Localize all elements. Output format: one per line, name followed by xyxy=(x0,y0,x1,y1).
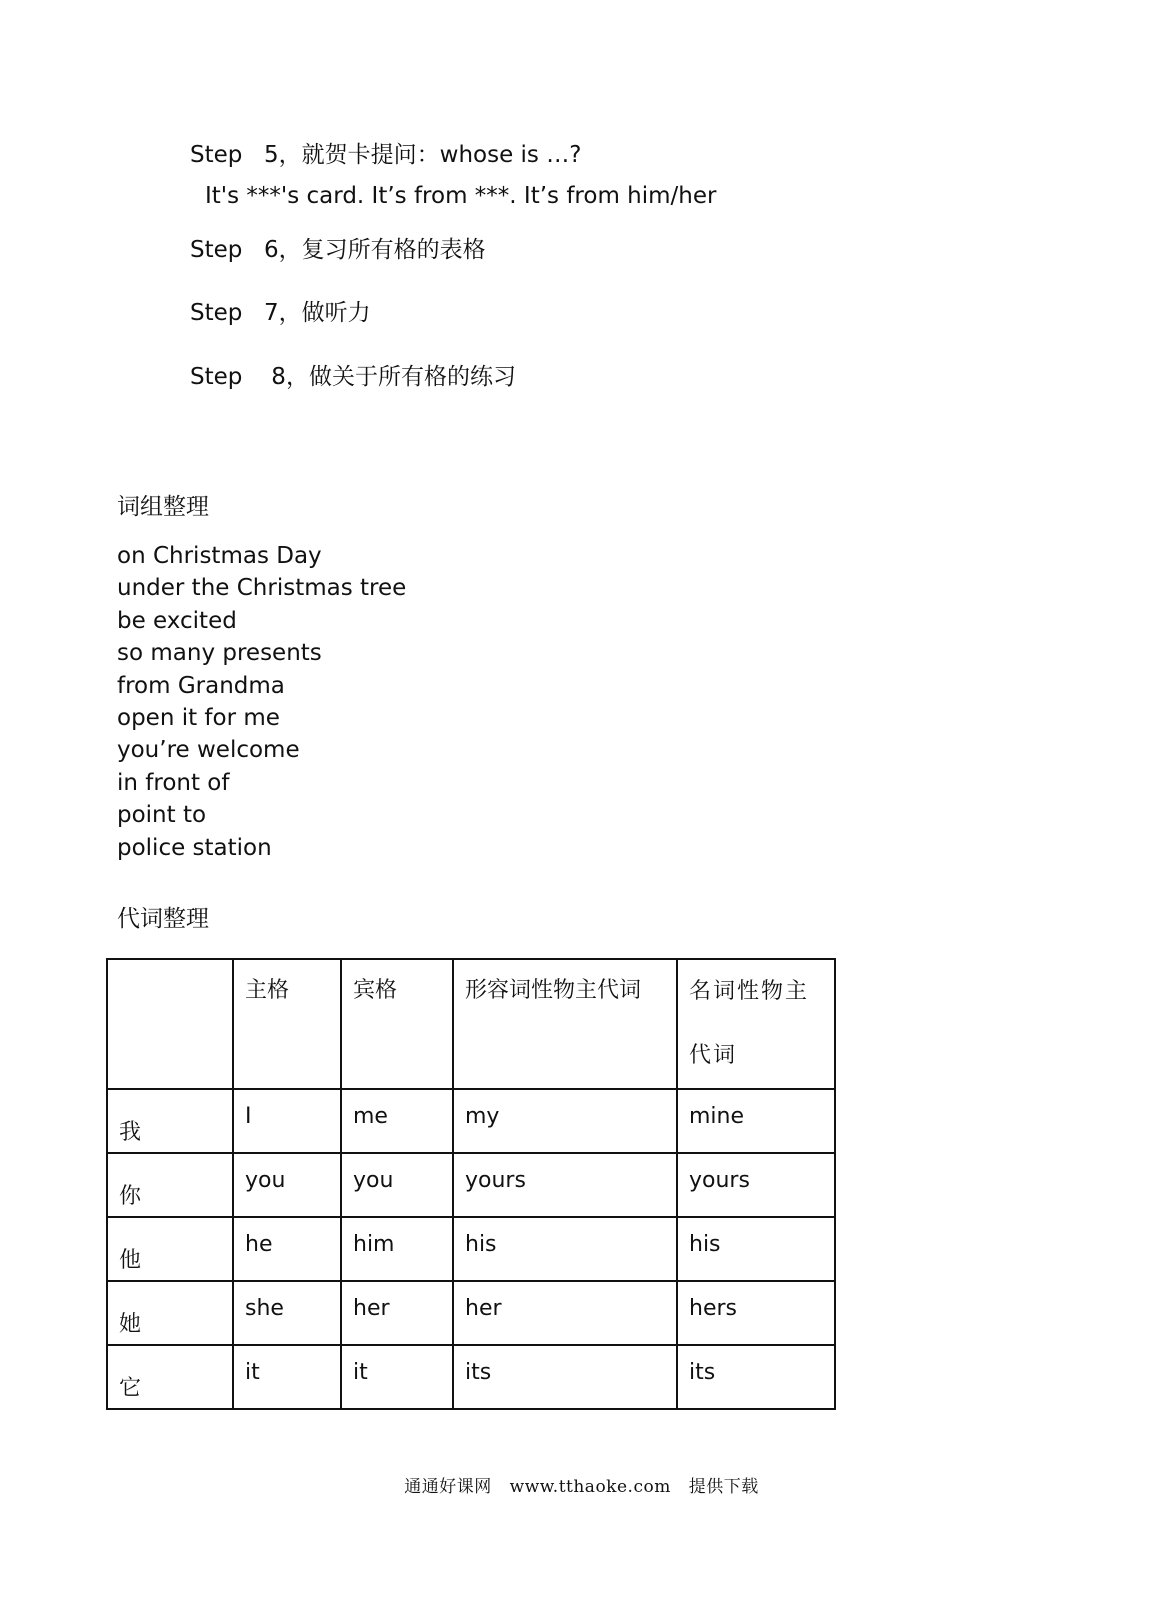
list-item: from Grandma xyxy=(117,672,285,699)
table-cell: its xyxy=(453,1345,677,1409)
table-row xyxy=(107,1345,835,1409)
step-label: Step xyxy=(190,142,243,168)
list-item: open it for me xyxy=(117,704,280,731)
step-8 xyxy=(190,358,516,391)
row-label: 它 xyxy=(107,1345,233,1409)
table-cell: her xyxy=(341,1281,453,1345)
row-label: 你 xyxy=(107,1153,233,1217)
header-cell-noun-possessive: 名词性物主代词 xyxy=(677,959,835,1089)
table-cell: hers xyxy=(677,1281,835,1345)
pronoun-title: 代词整理 xyxy=(117,906,209,932)
step-label: Step xyxy=(190,300,243,326)
table-cell: my xyxy=(453,1089,677,1153)
list-item: under the Christmas tree xyxy=(117,575,407,602)
step-5-note: It's ***'s card. It’s from ***. It’s from him/her xyxy=(205,183,717,209)
step-text: 5，就贺卡提问：whose is …? xyxy=(264,142,582,168)
list-item: police station xyxy=(117,834,272,861)
table-row xyxy=(107,1089,835,1153)
row-label: 她 xyxy=(107,1281,233,1345)
header-cell-object: 宾格 xyxy=(341,959,453,1089)
table-cell: it xyxy=(233,1345,341,1409)
table-cell: its xyxy=(677,1345,835,1409)
footer-suffix: 提供下载 xyxy=(688,1477,759,1497)
table-row xyxy=(107,1217,835,1281)
table-cell: he xyxy=(233,1217,341,1281)
step-label: Step xyxy=(190,364,243,390)
list-item: so many presents xyxy=(117,640,322,667)
list-item: in front of xyxy=(117,769,230,796)
table-cell: me xyxy=(341,1089,453,1153)
phrases-title: 词组整理 xyxy=(117,494,209,520)
step-text: 7，做听力 xyxy=(264,300,371,326)
header-cell-adjective-possessive: 形容词性物主代词 xyxy=(453,959,677,1089)
footer-site-name: 通通好课网 xyxy=(404,1477,492,1497)
table-row xyxy=(107,1281,835,1345)
table-cell: she xyxy=(233,1281,341,1345)
table-cell: his xyxy=(677,1217,835,1281)
step-6 xyxy=(190,231,486,264)
list-item: point to xyxy=(117,802,207,829)
step-5 xyxy=(190,136,581,169)
table-cell: his xyxy=(453,1217,677,1281)
table-cell: I xyxy=(233,1089,341,1153)
row-label: 我 xyxy=(107,1089,233,1153)
list-item: be excited xyxy=(117,607,237,634)
table-row xyxy=(107,1153,835,1217)
table-cell: you xyxy=(233,1153,341,1217)
step-text: 8，做关于所有格的练习 xyxy=(264,364,516,390)
table-header-row xyxy=(107,959,835,1089)
step-label: Step xyxy=(190,237,243,263)
table-cell: it xyxy=(341,1345,453,1409)
page-footer xyxy=(0,1472,1163,1497)
header-cell-subject: 主格 xyxy=(233,959,341,1089)
list-item: on Christmas Day xyxy=(117,543,322,569)
pronoun-table xyxy=(106,958,836,1410)
header-cell-empty xyxy=(107,959,233,1089)
footer-url[interactable]: www.tthaoke.com xyxy=(509,1477,671,1497)
row-label: 他 xyxy=(107,1217,233,1281)
phrase-list xyxy=(117,540,406,864)
table-cell: yours xyxy=(677,1153,835,1217)
table-cell: yours xyxy=(453,1153,677,1217)
list-item: you’re welcome xyxy=(117,737,300,764)
step-7 xyxy=(190,294,371,327)
table-cell: you xyxy=(341,1153,453,1217)
table-cell: mine xyxy=(677,1089,835,1153)
table-cell: her xyxy=(453,1281,677,1345)
step-text: 6，复习所有格的表格 xyxy=(264,237,486,263)
table-cell: him xyxy=(341,1217,453,1281)
